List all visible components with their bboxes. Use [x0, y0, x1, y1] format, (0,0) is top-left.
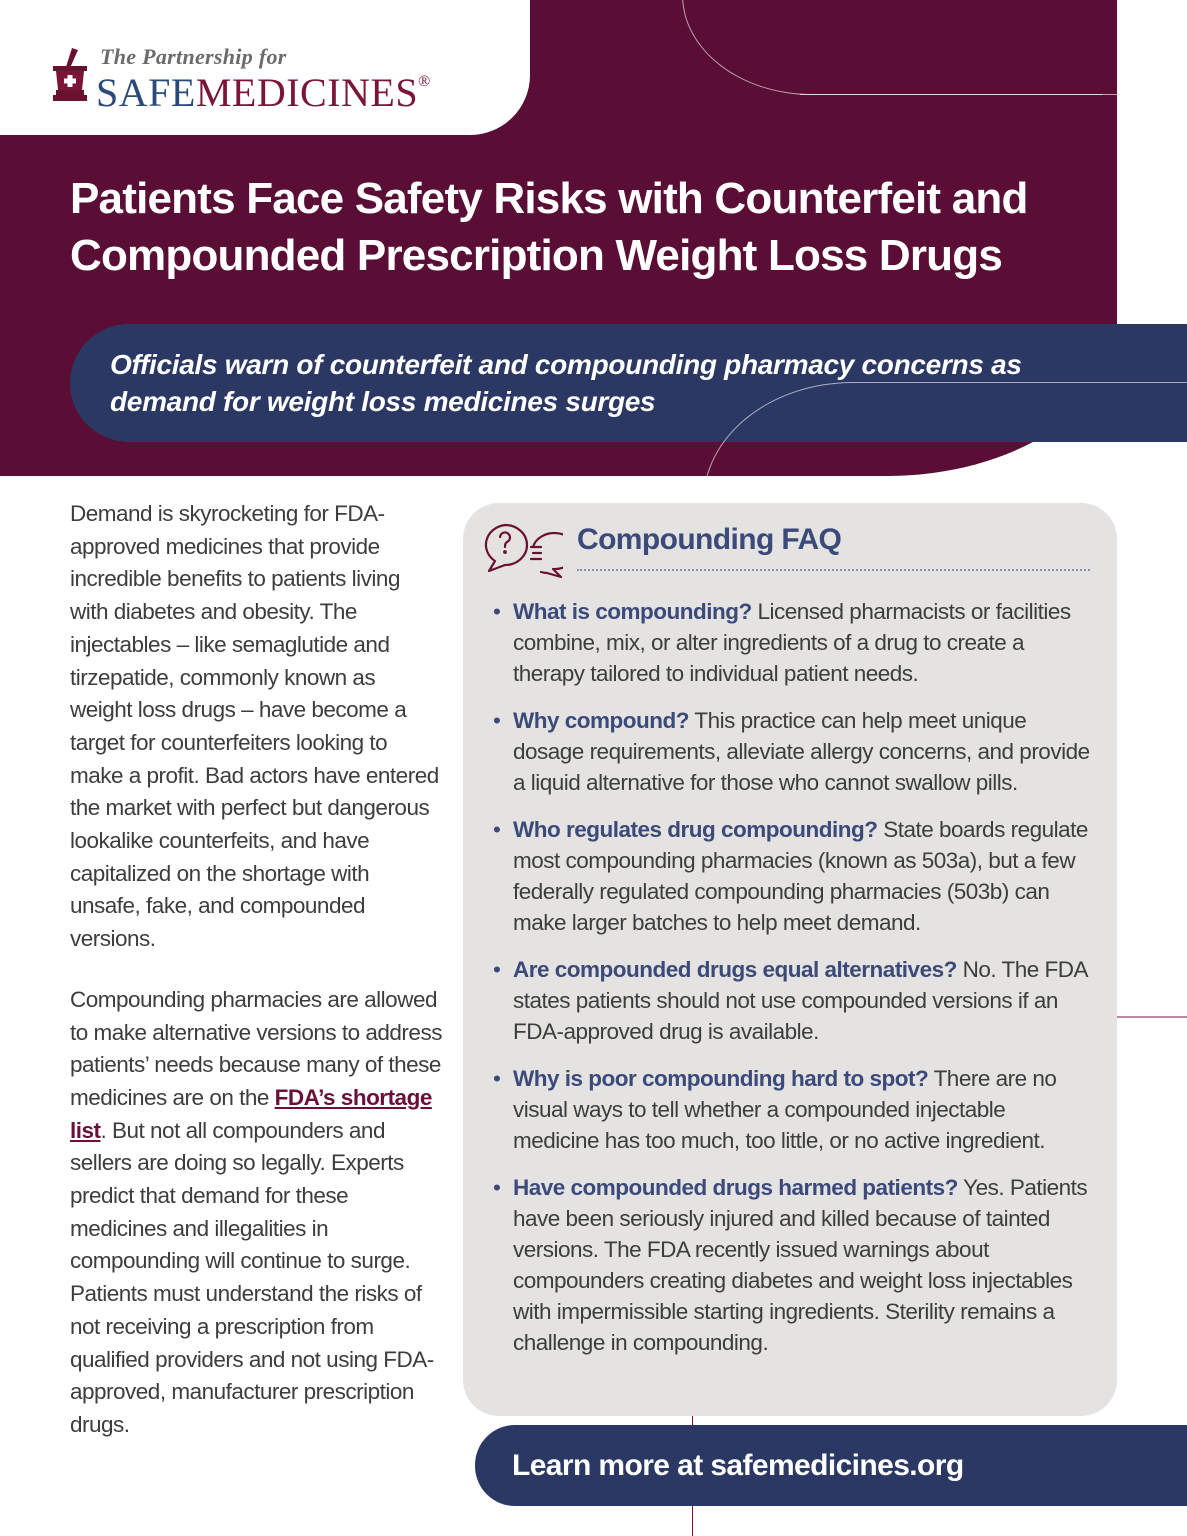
logo-word-medicines: MEDICINES — [195, 70, 419, 115]
learn-more-link[interactable]: Learn more at safemedicines.org — [512, 1448, 964, 1482]
registered-mark: ® — [418, 73, 431, 90]
faq-answer: No. The FDA states patients should not use compounded versions if an FDA-approved drug is available. — [513, 957, 1087, 1044]
faq-question: Why is poor compounding hard to spot? — [513, 1066, 929, 1091]
body-column — [70, 498, 442, 1470]
faq-box — [463, 503, 1117, 1416]
faq-question: Why compound? — [513, 708, 689, 733]
title-line-2: Compounded Prescription Weight Loss Drugs — [70, 231, 1002, 280]
title-line-1: Patients Face Safety Risks with Counterfeit and — [70, 174, 1028, 223]
faq-question: Have compounded drugs harmed patients? — [513, 1175, 958, 1200]
faq-question: Who regulates drug compounding? — [513, 817, 878, 842]
faq-item — [493, 705, 1093, 798]
faq-answer: There are no visual ways to tell whether a compounded injectable medicine has too much, too little, or no active ingredient. — [513, 1066, 1057, 1153]
page-title — [70, 170, 1070, 284]
faq-answer: This practice can help meet unique dosage requirements, alleviate allergy concerns, and provide a liquid alternative for those who cannot swallow pills. — [513, 708, 1090, 795]
page-subtitle — [110, 346, 1090, 420]
decorative-line — [1117, 1016, 1187, 1018]
faq-answer: Yes. Patients have been seriously injured and killed because of tainted versions. The FDA recently issued warnings about compounders creating diabetes and weight loss injectables with impermissible starting ingredients. Sterility remains a challenge in compounding. — [513, 1175, 1088, 1355]
faq-item — [493, 814, 1093, 938]
body-paragraph-2 — [70, 984, 442, 1442]
faq-item — [493, 1172, 1093, 1358]
logo-card — [0, 0, 530, 135]
logo-wordmark — [96, 60, 431, 115]
body-paragraph-1: Demand is skyrocketing for FDA-approved medicines that provide incredible benefits to patients living with diabetes and obesity. The injectables – like semaglutide and tirzepatide, commonly known as weight loss drugs – have become a target for counterfeiters looking to make a profit. Bad actors have entered the market with perfect but dangerous lookalike counterfeits, and have capitalized on the shortage with unsafe, fake, and compounded versions. — [70, 501, 439, 952]
faq-item — [493, 596, 1093, 689]
subtitle-line-2: demand for weight loss medicines surges — [110, 386, 656, 417]
faq-item — [493, 1063, 1093, 1156]
dotted-divider — [577, 569, 1090, 571]
logo-word-safe: SAFE — [96, 70, 196, 115]
decorative-arc — [682, 0, 1102, 95]
faq-item — [493, 954, 1093, 1047]
subtitle-line-1: Officials warn of counterfeit and compounding pharmacy concerns as — [110, 349, 1022, 380]
question-chat-bubbles-icon — [481, 519, 563, 585]
faq-question: Are compounded drugs equal alternatives? — [513, 957, 957, 982]
logo[interactable] — [52, 44, 492, 115]
paragraph-text: Compounding pharmacies are allowed to make alternative versions to address patients’ needs because many of these medicines are on the — [70, 986, 442, 1110]
decorative-line — [800, 94, 1117, 95]
fda-shortage-list-link[interactable]: FDA’s shortage list — [70, 1084, 432, 1143]
mortar-pestle-cross-icon — [52, 46, 90, 104]
learn-more-banner[interactable] — [475, 1425, 1187, 1506]
faq-answer: Licensed pharmacists or facilities combine, mix, or alter ingredients of a drug to create a therapy tailored to individual patient needs. — [513, 599, 1071, 686]
logo-tagline: The Partnership for — [100, 44, 287, 69]
faq-list — [493, 596, 1093, 1374]
faq-question: What is compounding? — [513, 599, 752, 624]
faq-answer: State boards regulate most compounding pharmacies (known as 503a), but a few federally regulated compounding pharmacies (503b) can make larger batches to help meet demand. — [513, 817, 1088, 935]
paragraph-text: . But not all compounders and sellers are doing so legally. Experts predict that demand for these medicines and illegalities in compounding will continue to surge. Patients must understand the risks of not receiving a prescription from qualified providers and not using FDA-approved, manufacturer prescription drugs. — [70, 1117, 434, 1437]
faq-title: Compounding FAQ — [577, 523, 842, 556]
